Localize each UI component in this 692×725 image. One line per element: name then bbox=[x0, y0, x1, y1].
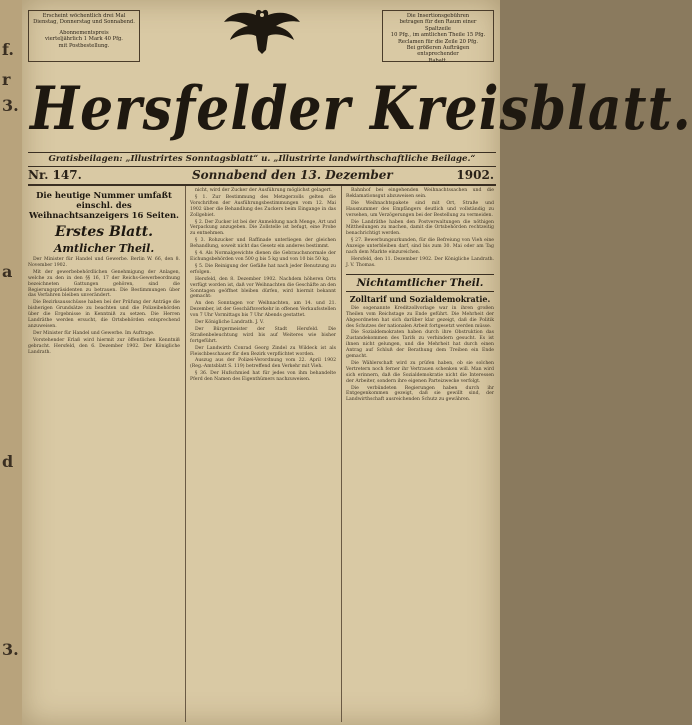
masthead-title: Hersfelder Kreisblatt. bbox=[30, 74, 692, 145]
box-line: mit Postbestellung. bbox=[58, 42, 110, 49]
adjacent-page-edge bbox=[0, 0, 22, 725]
article-paragraph: Die sogenannte Kreditzollvorlage war in ihren großen Theilen vom Reichstage zu Ende geführt. Die Mehrheit der Abgeordneten hat sich darüber klar gezeigt, daß die Politik des Schutzes der nationalen Arbeit fortgesetzt werden müsse. bbox=[346, 305, 494, 329]
box-line: Abonnementspreis bbox=[59, 29, 109, 36]
issue-date: Sonnabend den 13. Dezember bbox=[192, 168, 393, 182]
article-paragraph: Der Minister für Handel und Gewerbe. Berlin W. 66, den 8. November 1902. bbox=[28, 257, 180, 268]
column-divider bbox=[185, 186, 186, 722]
article-paragraph: Die Landräthe haben den Postverwaltungen die nöthigen Mittheilungen zu machen, damit die Ortsbehörden rechtzeitig benachrichtigt werden. bbox=[346, 219, 494, 237]
box-line: Reclamen für die Zeile 20 Pfg. bbox=[397, 38, 479, 45]
article-paragraph: Hersfeld, den 11. Dezember 1902. Der Königliche Landrath. J. V. Thomas. bbox=[346, 256, 494, 268]
article-paragraph: Vorstehender Erlaß wird hiermit zur öffentlichen Kenntniß gebracht. Hersfeld, den 6. Dezember 1902. Der Königliche Landrath. bbox=[28, 337, 180, 355]
box-line: Bei größeren Aufträgen entsprechender bbox=[406, 45, 470, 58]
box-line: 10 Pfg., im amtlichen Theile 15 Pfg. bbox=[390, 32, 486, 39]
box-line: Die Insertionsgebühren bbox=[406, 13, 470, 19]
article-paragraph: Der Bürgermeister der Stadt Hersfeld. Die Straßenbeleuchtung wird bis auf Weiteres wie bisher fortgeführt. bbox=[190, 326, 336, 344]
column-3 bbox=[346, 188, 494, 722]
official-section-heading: Amtlicher Theil. bbox=[53, 242, 155, 255]
article-paragraph: Bahnhof bei eingehenden Weihnachtssachen und die Reklamationsgut abzuweisen sein. bbox=[346, 188, 494, 199]
edge-char: a bbox=[2, 262, 13, 281]
issue-year: 1902. bbox=[456, 168, 494, 182]
article-paragraph: § 27. Bewerbungsurkunden, für die Befreiung von Vieh eine Anzeige unterbleiben darf, sind bis zum 30. Mai oder am Tag nach dem Markte einzureichen. bbox=[346, 238, 494, 256]
article-paragraph: § 2. Der Zucker ist bei der Anmeldung nach Menge, Art und Verpackung anzugeben. Die Zollstelle ist befugt, eine Probe zu entnehmen. bbox=[190, 219, 336, 237]
article-paragraph: Die Bezirksausschüsse haben bei der Prüfung der Anträge die bisherigen Grundsätze zu beachten und die Polizeibehörden über die Ergebnisse in Kenntniß zu setzen. Die Herren Landräthe werden ersucht, die Ortsbehörden entsprechend anzuweisen. bbox=[28, 300, 180, 329]
box-line: Rabatt. bbox=[428, 57, 448, 64]
top-rule bbox=[28, 152, 496, 153]
edge-char: r bbox=[2, 70, 11, 89]
eagle-emblem-icon bbox=[222, 6, 302, 56]
column-1 bbox=[28, 188, 180, 722]
issue-notice: Die heutige Nummer umfaßt einschl. des Weihnachtsanzeigers 16 Seiten. bbox=[29, 190, 179, 220]
article-paragraph: Auszug aus der Polizei-Verordnung vom 22. April 1902 (Reg.-Amtsblatt S. 119) betreffend den Verkehr mit Vieh. bbox=[190, 358, 336, 370]
article-paragraph: nicht, wird der Zucker der Ausführung möglichst gelagert. bbox=[195, 188, 333, 193]
box-line: Erscheint wöchentlich drei Mal bbox=[42, 13, 126, 19]
article-paragraph: § 1. Zur Bestimmung des Metzgerzolls gelten die Vorschriften der Ausführungsbestimmungen vom 12. Mai 1902 über die Behandlung des Zuckers beim Eingange in das Zollgebiet. bbox=[190, 194, 336, 218]
article-paragraph: Die verbündeten Regierungen haben durch ihr Entgegenkommen gezeigt, daß sie gewillt sind, der Landwirthschaft ausreichenden Schutz zu gewähren. bbox=[346, 385, 494, 403]
edge-char: d bbox=[2, 452, 14, 471]
article-title: Zolltarif und Sozialdemokratie. bbox=[349, 293, 491, 304]
article-paragraph: Die Sozialdemokraten haben durch ihre Obstruktion das Zustandekommen des Tarifs zu verhindern gesucht. Es ist ihnen nicht gelungen, und die Mehrheit hat durch einen Antrag auf Schluß der Berathung dem Treiben ein Ende gemacht. bbox=[346, 330, 494, 360]
box-line: vierteljährlich 1 Mark 40 Pfg. bbox=[45, 36, 123, 43]
nonofficial-section-heading: Nichtamtlicher Theil. bbox=[346, 274, 494, 292]
article-paragraph: Die Weihnachtspakete sind mit Ort, Straße und Hausnummer des Empfängers deutlich und vollständig zu versehen, um Verzögerungen bei der Bestellung zu vermeiden. bbox=[346, 200, 494, 218]
article-paragraph: Der Königliche Landrath. J. V. bbox=[195, 320, 264, 326]
issue-rule bbox=[28, 184, 496, 186]
article-paragraph: An den Sonntagen vor Weihnachten, am 14. und 21. Dezember, ist der Geschäftsverkehr in offenen Verkaufsstellen von 7 Uhr Vormittags bis 7 Uhr Abends gestattet. bbox=[190, 301, 336, 319]
article-paragraph: Die Wählerschaft wird zu prüfen haben, ob sie solchen Vertretern noch ferner ihr Vertrauen schenken will. Man wird sich erinnern, daß die Sozialdemokratie nicht die Interessen der Arbeiter, sondern ihre eigenen Parteizwecke verfolgt. bbox=[346, 360, 494, 384]
box-line: betragen für den Raum einer Spaltzeile bbox=[399, 19, 477, 32]
article-paragraph: Mit der gewerbebehördlichen Genehmigung der Anlagen, welche zu den in den §§ 16, 17 der Reichs-Gewerbeordnung bezeichneten Gattungen gehören, sind die Regierungspräsidenten zu betrauen. Die Bestimmungen über das Verfahren bleiben unverändert. bbox=[28, 269, 180, 299]
issue-number: Nr. 147. bbox=[28, 168, 82, 182]
edge-char: 3. bbox=[2, 96, 19, 115]
edge-char: f. bbox=[2, 40, 14, 59]
supplements-line: Gratisbeilagen: „Illustrirtes Sonntagsblatt“ u. „Illustrirte landwirthschaftliche Beilage.“ bbox=[48, 154, 476, 164]
article-paragraph: § 5. Die Reinigung der Gefäße hat nach jeder Benutzung zu erfolgen. bbox=[190, 263, 336, 275]
first-sheet-heading: Erstes Blatt. bbox=[54, 224, 154, 240]
box-line: Dienstag, Donnerstag und Sonnabend. bbox=[33, 19, 135, 26]
newspaper-page bbox=[22, 0, 692, 725]
column-divider bbox=[341, 186, 342, 722]
subscription-box bbox=[28, 10, 140, 62]
article-paragraph: Der Landwirth Conrad Georg Zindel zu Wildeck ist als Fleischbeschauer für den Bezirk verpflichtet worden. bbox=[190, 345, 336, 357]
supplements-rule bbox=[28, 166, 496, 167]
article-paragraph: § 4. Als Normalgewichte dienen die Gebrauchsnormale der Eichungsbehörden von 500 g bis 5 kg und von 10 bis 50 kg. bbox=[190, 251, 336, 262]
article-paragraph: § 36. Der Hufschmied hat für jedes von ihm behandelte Pferd den Namen des Eigenthümers nachzuweisen. bbox=[190, 371, 336, 383]
advertising-rates-box bbox=[382, 10, 494, 62]
edge-char: 3. bbox=[2, 640, 19, 659]
article-paragraph: Der Minister für Handel und Gewerbe. Im Auftrage. bbox=[33, 330, 155, 336]
article-paragraph: § 3. Rohzucker und Raffinade unterliegen der gleichen Behandlung, soweit nicht das Gesetz ein anderes bestimmt. bbox=[190, 238, 336, 250]
column-2 bbox=[190, 188, 336, 722]
article-paragraph: Hersfeld, den 8. Dezember 1902. Nachdem höheren Orts verfügt worden ist, daß vor Weihnachten die Geschäfte an den Sonntagen geöffnet bleiben dürfen, wird hiermit bekannt gemacht: bbox=[190, 276, 337, 300]
